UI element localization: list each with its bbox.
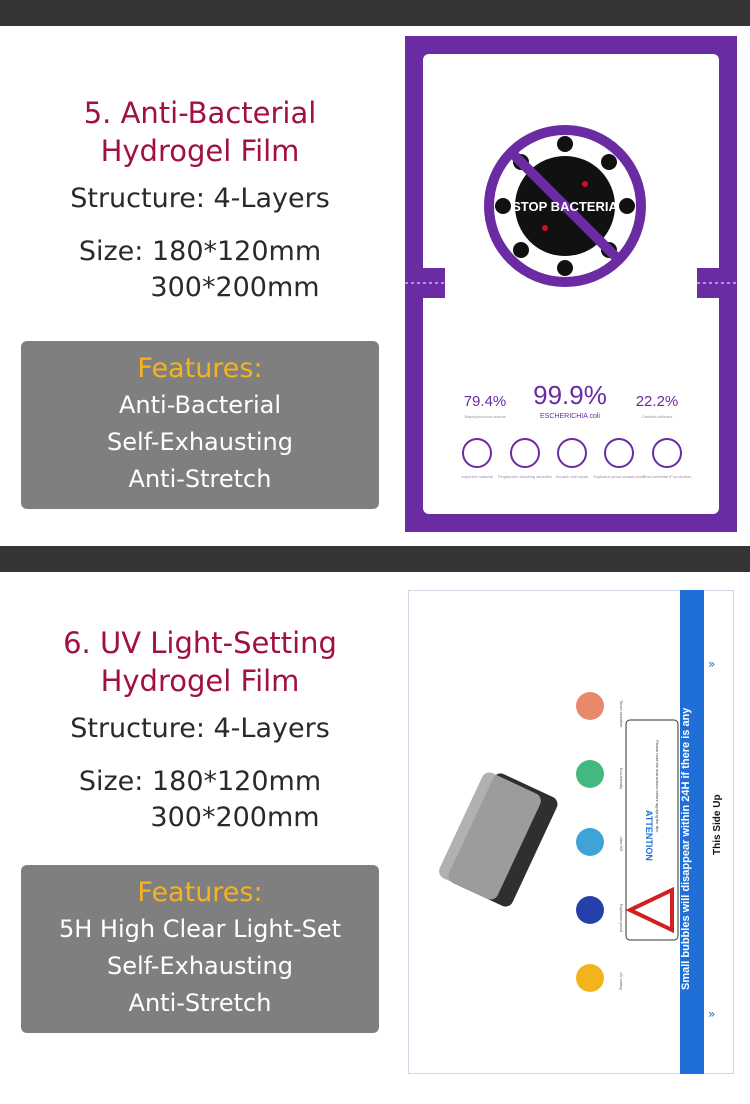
structure-text: Structure: 4-Layers bbox=[70, 713, 330, 744]
size-line1: Size: 180*120mm bbox=[78, 766, 322, 797]
icon-caption: Scratch self-repair bbox=[555, 474, 589, 479]
feature-item: Anti-Stretch bbox=[128, 465, 272, 493]
attention-title: ATTENTION bbox=[644, 810, 654, 861]
product-title-line2: Hydrogel Film bbox=[100, 664, 300, 698]
icon-caption: Environmental IP protection bbox=[642, 474, 692, 479]
stat-caption: ESCHERICHIA coli bbox=[540, 413, 600, 420]
icon-caption: Ultra HD bbox=[619, 836, 624, 852]
fingerprint-icon bbox=[576, 692, 604, 720]
attention-box bbox=[626, 720, 678, 940]
product-title-line1: 5. Anti-Bacterial bbox=[83, 96, 317, 130]
uv-film-package-image bbox=[408, 590, 734, 1074]
chevron-icon: » bbox=[708, 657, 716, 671]
shield-icon bbox=[576, 896, 604, 924]
banner-text: Small bubbles will disappear within 24H if there is any bbox=[680, 707, 692, 990]
features-heading: Features: bbox=[137, 353, 263, 384]
product-title-line1: 6. UV Light-Setting bbox=[63, 626, 337, 660]
product-section-anti-bacterial bbox=[0, 26, 750, 546]
product-info bbox=[20, 624, 380, 836]
size-text bbox=[20, 234, 380, 306]
features-box bbox=[21, 865, 379, 1033]
icon-caption: Explosion-proof smash-proof bbox=[593, 474, 645, 479]
anti-bacterial-package-image bbox=[405, 36, 737, 532]
stat-caption: Staphylococcus aureus bbox=[464, 414, 506, 419]
top-divider-bar bbox=[0, 0, 750, 26]
feature-item: 5H High Clear Light-Set bbox=[58, 915, 342, 943]
features-heading: Features: bbox=[137, 877, 263, 908]
stat-value: 79.4% bbox=[463, 393, 507, 410]
size-line2: 300*200mm bbox=[150, 272, 320, 303]
product-info bbox=[20, 94, 380, 306]
stat-value: 22.2% bbox=[635, 393, 679, 410]
feature-item: Self-Exhausting bbox=[107, 952, 293, 980]
icon-caption: Eco-friendly bbox=[619, 768, 624, 790]
feature-item: Anti-Stretch bbox=[128, 989, 272, 1017]
size-line2: 300*200mm bbox=[150, 802, 320, 833]
stop-bacteria-badge bbox=[489, 130, 641, 282]
stat-caption: Candida albicans bbox=[641, 414, 673, 419]
feature-item: Anti-Bacterial bbox=[119, 391, 281, 419]
structure-text: Structure: 4-Layers bbox=[70, 183, 330, 214]
hd-icon bbox=[576, 828, 604, 856]
stat-value-main: 99.9% bbox=[533, 380, 607, 410]
uv-icon bbox=[576, 964, 604, 992]
attention-body: Please read the instructions before applying the film. bbox=[655, 740, 660, 833]
chevron-icon: » bbox=[708, 1007, 716, 1021]
icon-caption: UV curing bbox=[619, 972, 624, 990]
middle-divider-bar bbox=[0, 546, 750, 572]
side-text: This Side Up bbox=[712, 794, 723, 855]
badge-text: STOP BACTERIA bbox=[512, 199, 618, 214]
feature-item: Self-Exhausting bbox=[107, 428, 293, 456]
icon-caption: Imported material bbox=[461, 474, 493, 479]
icon-caption: Touch sensitive bbox=[619, 700, 624, 728]
icon-caption: Fingerprint unlocking sensitive bbox=[498, 474, 552, 479]
product-section-uv-light bbox=[0, 572, 750, 1104]
size-text bbox=[20, 764, 380, 836]
product-title-line2: Hydrogel Film bbox=[100, 134, 300, 168]
features-box bbox=[21, 341, 379, 509]
icon-caption: Explosion-proof bbox=[619, 904, 624, 932]
size-line1: Size: 180*120mm bbox=[78, 236, 322, 267]
leaf-icon bbox=[576, 760, 604, 788]
